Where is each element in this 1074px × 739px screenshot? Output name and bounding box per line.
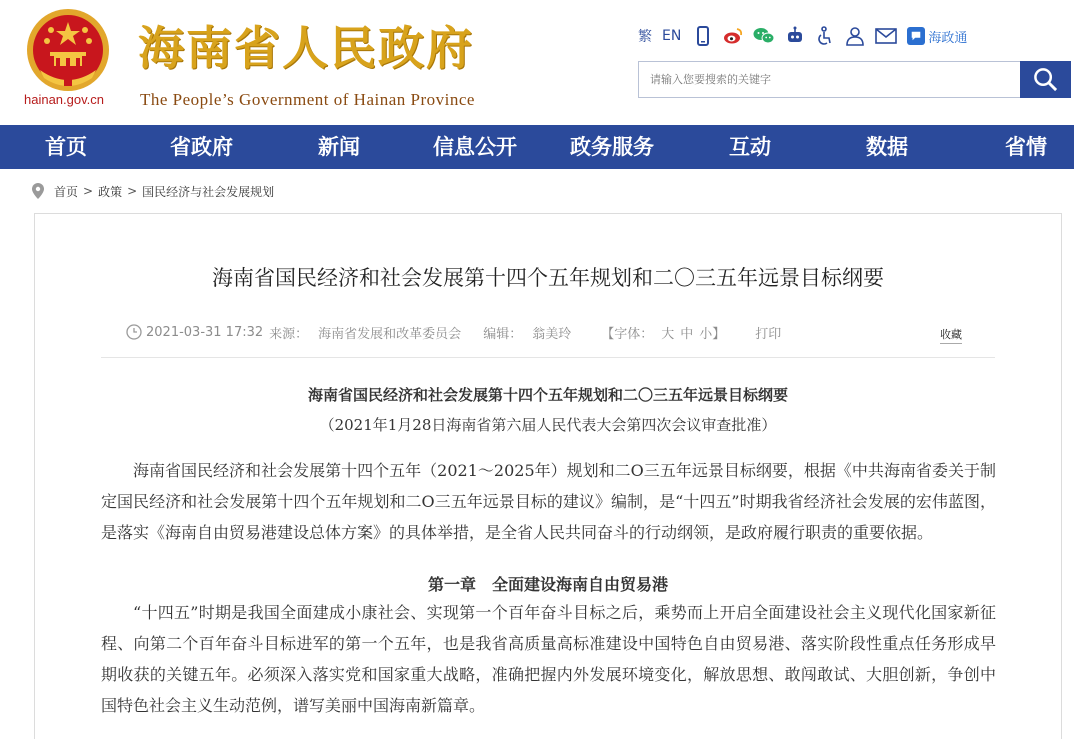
font-size-label: 【字体： [601, 326, 654, 342]
robot-assistant-icon[interactable] [785, 25, 805, 47]
font-size-medium-button[interactable]: 中 [680, 326, 694, 342]
site-header [0, 0, 1074, 125]
national-emblem-logo[interactable] [26, 8, 110, 92]
nav-item-information-disclosure[interactable]: 信息公开 [433, 135, 517, 159]
english-link[interactable]: EN [662, 28, 682, 44]
clock-icon [126, 324, 142, 340]
article-title: 海南省国民经济和社会发展第十四个五年规划和二〇三五年远景目标纲要 [212, 266, 884, 290]
site-title-english: The People’s Government of Hainan Province [140, 90, 475, 109]
nav-item-province-overview[interactable]: 省情 [1005, 135, 1047, 159]
nav-item-government-services[interactable]: 政务服务 [570, 135, 654, 159]
breadcrumb-policy[interactable]: 政策 [98, 184, 123, 199]
article-paragraph: 海南省国民经济和社会发展第十四个五年（2021～2025年）规划和二O三五年远景目标纲要，根据《中共海南省委关于制定国民经济和社会发展第十四个五年规划和二O三五年远景目标的建议》编制，是“十四五”时期我省经济社会发展的宏伟蓝图，是落实《海南自由贸易港建设总体方案》的具体举措，是全省人民共同奋斗的行动纲领，是政府履行职责的重要依据。 [101, 461, 996, 542]
nav-item-home[interactable]: 首页 [45, 135, 87, 159]
article-paragraph: “十四五”时期是我国全面建成小康社会、实现第一个百年奋斗目标之后，乘势而上开启全面建设社会主义现代化国家新征程、向第二个百年奋斗目标进军的第一个五年，也是我省高质量高标准建设中国特色自由贸易港、落实阶段性重点任务形成早期收获的关键五年。必须深入落实党和国家重大战略，准确把握内外发展环境变化，解放思想、敢闯敢试、大胆创新，争创中国特色社会主义生动范例，谱写美丽中国海南新篇章。 [101, 603, 996, 715]
nav-item-data[interactable]: 数据 [866, 135, 908, 159]
breadcrumb-separator: > [127, 184, 138, 198]
haizhengtong-icon [907, 27, 925, 45]
haizhengtong-link[interactable] [907, 25, 967, 47]
favorite-button[interactable]: 收藏 [940, 328, 962, 341]
wechat-icon[interactable] [753, 25, 775, 47]
chapter-heading: 第一章 全面建设海南自由贸易港 [427, 575, 668, 594]
weibo-icon[interactable] [723, 25, 743, 47]
document-subtitle: （2021年1月28日海南省第六届人民代表大会第四次会议审查批准） [319, 416, 777, 434]
search-icon [1033, 67, 1058, 92]
site-domain-label: hainan.gov.cn [24, 92, 104, 107]
nav-item-news[interactable]: 新闻 [318, 135, 360, 159]
title-divider [101, 357, 995, 358]
traditional-chinese-link[interactable]: 繁 [638, 29, 652, 45]
breadcrumb-home[interactable]: 首页 [54, 184, 79, 199]
location-pin-icon [32, 183, 44, 199]
print-button[interactable]: 打印 [755, 326, 782, 342]
editor-value: 翁美玲 [532, 326, 572, 342]
elderly-mode-icon[interactable] [815, 25, 835, 47]
site-title[interactable]: 海南省人民政府 [138, 21, 474, 75]
nav-item-interaction[interactable]: 互动 [729, 135, 771, 159]
main-nav [0, 125, 1074, 169]
mail-icon[interactable] [875, 25, 897, 47]
publish-date: 2021-03-31 17:32 [146, 324, 264, 340]
source-label: 来源： [269, 326, 309, 342]
source-value: 海南省发展和改革委员会 [318, 326, 462, 342]
search-box [638, 61, 1021, 98]
mobile-icon[interactable] [693, 25, 713, 47]
font-size-small-button[interactable]: 小】 [699, 326, 726, 342]
breadcrumb-separator: > [83, 184, 94, 198]
haizhengtong-label: 海政通 [928, 30, 968, 46]
header-toolbar [638, 25, 977, 47]
font-size-large-button[interactable]: 大 [661, 326, 675, 342]
article-meta [126, 323, 781, 341]
breadcrumb-current[interactable]: 国民经济与社会发展规划 [142, 184, 275, 199]
user-login-icon[interactable] [845, 25, 865, 47]
editor-label: 编辑： [483, 326, 523, 342]
search-input[interactable] [639, 62, 1021, 97]
nav-item-provincial-government[interactable]: 省政府 [170, 135, 233, 159]
search-button[interactable] [1020, 61, 1071, 98]
breadcrumb [32, 182, 274, 200]
document-title: 海南省国民经济和社会发展第十四个五年规划和二〇三五年远景目标纲要 [307, 386, 788, 404]
